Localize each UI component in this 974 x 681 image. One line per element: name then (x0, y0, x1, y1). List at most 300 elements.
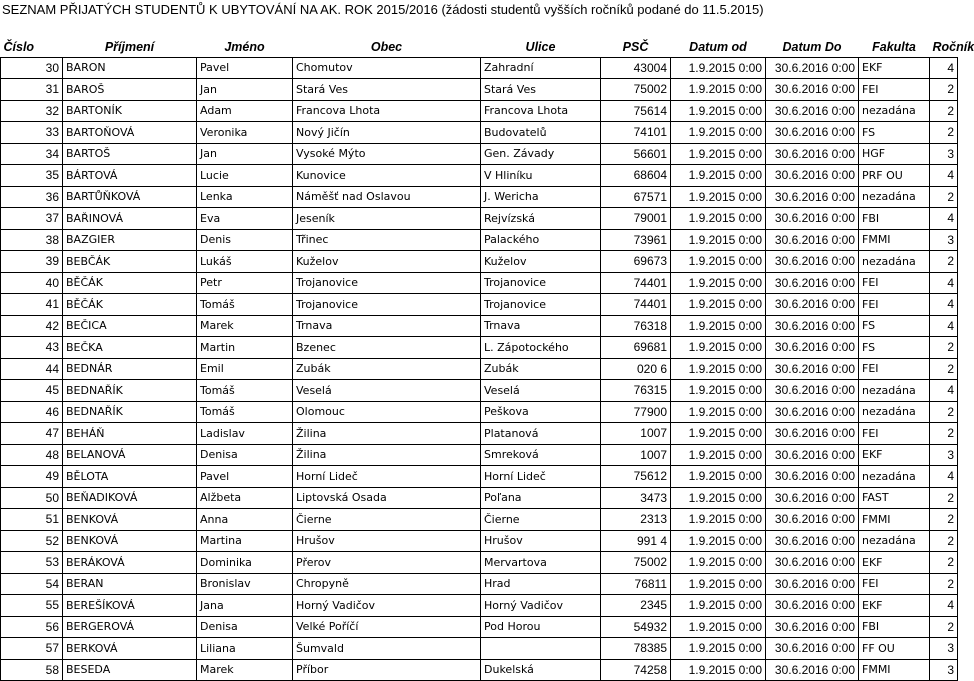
cell-rocnik: 2 (930, 552, 958, 574)
cell-datum-do: 30.6.2016 0:00 (766, 573, 859, 595)
header-row (1, 37, 958, 57)
cell-rocnik: 4 (930, 57, 958, 79)
cell-psc: 74258 (601, 659, 671, 681)
table-row[interactable] (1, 509, 958, 531)
cell-cislo: 54 (1, 573, 63, 595)
cell-jmeno: Jan (197, 143, 293, 165)
cell-jmeno: Tomáš (197, 401, 293, 423)
cell-datum-od: 1.9.2015 0:00 (671, 79, 766, 101)
cell-obec: Zubák (293, 358, 481, 380)
cell-jmeno: Lucie (197, 165, 293, 187)
cell-datum-od: 1.9.2015 0:00 (671, 100, 766, 122)
cell-jmeno: Pavel (197, 57, 293, 79)
table-row[interactable] (1, 143, 958, 165)
cell-ulice: V Hliníku (481, 165, 601, 187)
cell-ulice: Smreková (481, 444, 601, 466)
cell-cislo: 37 (1, 208, 63, 230)
cell-cislo: 53 (1, 552, 63, 574)
cell-rocnik: 3 (930, 638, 958, 660)
column-header-datum-od[interactable]: Datum od (689, 39, 747, 54)
cell-datum-do: 30.6.2016 0:00 (766, 79, 859, 101)
cell-datum-od: 1.9.2015 0:00 (671, 57, 766, 79)
cell-jmeno: Alžbeta (197, 487, 293, 509)
cell-datum-do: 30.6.2016 0:00 (766, 337, 859, 359)
cell-psc: 2313 (601, 509, 671, 531)
table-row[interactable] (1, 358, 958, 380)
table-row[interactable] (1, 315, 958, 337)
cell-ulice: Hrušov (481, 530, 601, 552)
cell-psc: 991 4 (601, 530, 671, 552)
table-row[interactable] (1, 444, 958, 466)
cell-datum-od: 1.9.2015 0:00 (671, 466, 766, 488)
cell-prijmeni: BELANOVÁ (63, 444, 197, 466)
cell-prijmeni: BEDNÁR (63, 358, 197, 380)
cell-datum-do: 30.6.2016 0:00 (766, 229, 859, 251)
cell-jmeno: Anna (197, 509, 293, 531)
cell-datum-do: 30.6.2016 0:00 (766, 380, 859, 402)
cell-jmeno: Pavel (197, 466, 293, 488)
cell-ulice: Poľana (481, 487, 601, 509)
cell-datum-od: 1.9.2015 0:00 (671, 186, 766, 208)
cell-prijmeni: BAROŠ (63, 79, 197, 101)
cell-rocnik: 2 (930, 251, 958, 273)
cell-datum-od: 1.9.2015 0:00 (671, 380, 766, 402)
cell-psc: 74401 (601, 272, 671, 294)
cell-obec: Trojanovice (293, 294, 481, 316)
cell-ulice: Trojanovice (481, 272, 601, 294)
cell-jmeno: Ladislav (197, 423, 293, 445)
cell-obec: Chomutov (293, 57, 481, 79)
cell-obec: Hrušov (293, 530, 481, 552)
cell-psc: 69681 (601, 337, 671, 359)
table-row[interactable] (1, 487, 958, 509)
cell-datum-od: 1.9.2015 0:00 (671, 272, 766, 294)
cell-jmeno: Emil (197, 358, 293, 380)
cell-rocnik: 2 (930, 616, 958, 638)
cell-rocnik: 2 (930, 79, 958, 101)
cell-cislo: 55 (1, 595, 63, 617)
cell-psc: 020 6 (601, 358, 671, 380)
cell-fakulta: FMMI (859, 229, 930, 251)
cell-cislo: 49 (1, 466, 63, 488)
cell-ulice: Kuželov (481, 251, 601, 273)
cell-obec: Žilina (293, 444, 481, 466)
cell-cislo: 58 (1, 659, 63, 681)
cell-psc: 1007 (601, 423, 671, 445)
cell-datum-od: 1.9.2015 0:00 (671, 530, 766, 552)
cell-prijmeni: BEDNAŘÍK (63, 380, 197, 402)
cell-obec: Velké Poříčí (293, 616, 481, 638)
cell-fakulta: FBI (859, 616, 930, 638)
cell-datum-od: 1.9.2015 0:00 (671, 552, 766, 574)
cell-prijmeni: BEBČÁK (63, 251, 197, 273)
cell-datum-od: 1.9.2015 0:00 (671, 165, 766, 187)
cell-rocnik: 4 (930, 595, 958, 617)
cell-datum-do: 30.6.2016 0:00 (766, 423, 859, 445)
cell-obec: Žilina (293, 423, 481, 445)
cell-fakulta: FEI (859, 423, 930, 445)
cell-ulice: Rejvízská (481, 208, 601, 230)
cell-psc: 76318 (601, 315, 671, 337)
cell-obec: Kuželov (293, 251, 481, 273)
cell-prijmeni: BENKOVÁ (63, 509, 197, 531)
cell-prijmeni: BÁRTOVÁ (63, 165, 197, 187)
cell-jmeno: Veronika (197, 122, 293, 144)
cell-obec: Olomouc (293, 401, 481, 423)
cell-cislo: 51 (1, 509, 63, 531)
cell-datum-od: 1.9.2015 0:00 (671, 401, 766, 423)
cell-cislo: 30 (1, 57, 63, 79)
cell-fakulta: EKF (859, 444, 930, 466)
cell-fakulta: nezadána (859, 251, 930, 273)
cell-cislo: 34 (1, 143, 63, 165)
cell-ulice: Dukelská (481, 659, 601, 681)
cell-ulice: Palackého (481, 229, 601, 251)
table-row[interactable] (1, 616, 958, 638)
table-row[interactable] (1, 57, 958, 79)
cell-ulice: Pod Horou (481, 616, 601, 638)
table-row[interactable] (1, 380, 958, 402)
cell-obec: Příbor (293, 659, 481, 681)
cell-cislo: 31 (1, 79, 63, 101)
cell-datum-do: 30.6.2016 0:00 (766, 638, 859, 660)
cell-jmeno: Tomáš (197, 294, 293, 316)
cell-cislo: 57 (1, 638, 63, 660)
cell-fakulta: EKF (859, 595, 930, 617)
cell-datum-od: 1.9.2015 0:00 (671, 444, 766, 466)
cell-cislo: 33 (1, 122, 63, 144)
cell-datum-do: 30.6.2016 0:00 (766, 165, 859, 187)
cell-datum-od: 1.9.2015 0:00 (671, 595, 766, 617)
cell-obec: Trojanovice (293, 272, 481, 294)
table-row[interactable] (1, 79, 958, 101)
cell-jmeno: Denis (197, 229, 293, 251)
cell-datum-do: 30.6.2016 0:00 (766, 552, 859, 574)
cell-cislo: 50 (1, 487, 63, 509)
cell-jmeno: Martina (197, 530, 293, 552)
cell-prijmeni: BERAN (63, 573, 197, 595)
table-row[interactable] (1, 251, 958, 273)
cell-ulice: Hrad (481, 573, 601, 595)
column-header-rocnik[interactable]: Ročník (932, 39, 974, 54)
cell-prijmeni: BEDNAŘÍK (63, 401, 197, 423)
cell-fakulta: PRF OU (859, 165, 930, 187)
table-row[interactable] (1, 552, 958, 574)
cell-fakulta: nezadána (859, 186, 930, 208)
cell-psc: 73961 (601, 229, 671, 251)
cell-obec: Horný Vadičov (293, 595, 481, 617)
cell-rocnik: 3 (930, 659, 958, 681)
cell-datum-do: 30.6.2016 0:00 (766, 659, 859, 681)
table-row[interactable] (1, 165, 958, 187)
cell-datum-od: 1.9.2015 0:00 (671, 423, 766, 445)
cell-psc: 2345 (601, 595, 671, 617)
cell-fakulta: EKF (859, 57, 930, 79)
cell-jmeno: Marek (197, 659, 293, 681)
cell-cislo: 35 (1, 165, 63, 187)
column-header-fakulta[interactable]: Fakulta (872, 39, 916, 54)
cell-jmeno: Eva (197, 208, 293, 230)
cell-jmeno: Lenka (197, 186, 293, 208)
cell-datum-do: 30.6.2016 0:00 (766, 100, 859, 122)
cell-fakulta: nezadána (859, 380, 930, 402)
cell-prijmeni: BĚLOTA (63, 466, 197, 488)
cell-datum-do: 30.6.2016 0:00 (766, 315, 859, 337)
cell-rocnik: 2 (930, 423, 958, 445)
table-row[interactable] (1, 638, 958, 660)
cell-rocnik: 2 (930, 100, 958, 122)
cell-fakulta: FS (859, 315, 930, 337)
cell-psc: 67571 (601, 186, 671, 208)
cell-obec: Veselá (293, 380, 481, 402)
cell-datum-od: 1.9.2015 0:00 (671, 616, 766, 638)
cell-rocnik: 2 (930, 573, 958, 595)
cell-fakulta: FEI (859, 79, 930, 101)
cell-rocnik: 2 (930, 337, 958, 359)
cell-psc: 43004 (601, 57, 671, 79)
cell-rocnik: 3 (930, 229, 958, 251)
cell-rocnik: 4 (930, 165, 958, 187)
table-row[interactable] (1, 423, 958, 445)
cell-fakulta: FS (859, 337, 930, 359)
cell-prijmeni: BARTŮŇKOVÁ (63, 186, 197, 208)
cell-jmeno: Petr (197, 272, 293, 294)
cell-ulice: Trojanovice (481, 294, 601, 316)
cell-datum-do: 30.6.2016 0:00 (766, 487, 859, 509)
cell-obec: Šumvald (293, 638, 481, 660)
table-row[interactable] (1, 530, 958, 552)
cell-rocnik: 4 (930, 294, 958, 316)
cell-ulice: Horní Lideč (481, 466, 601, 488)
cell-datum-od: 1.9.2015 0:00 (671, 659, 766, 681)
cell-fakulta: EKF (859, 552, 930, 574)
table-row[interactable] (1, 659, 958, 681)
cell-datum-do: 30.6.2016 0:00 (766, 294, 859, 316)
cell-cislo: 42 (1, 315, 63, 337)
cell-datum-od: 1.9.2015 0:00 (671, 229, 766, 251)
cell-fakulta: FAST (859, 487, 930, 509)
cell-ulice: J. Wericha (481, 186, 601, 208)
cell-prijmeni: BEČKA (63, 337, 197, 359)
cell-obec: Francova Lhota (293, 100, 481, 122)
cell-prijmeni: BERKOVÁ (63, 638, 197, 660)
cell-obec: Trnava (293, 315, 481, 337)
column-header-obec[interactable]: Obec (370, 39, 403, 54)
cell-rocnik: 2 (930, 530, 958, 552)
cell-ulice (481, 638, 601, 660)
cell-fakulta: nezadána (859, 100, 930, 122)
cell-cislo: 52 (1, 530, 63, 552)
cell-obec: Liptovská Osada (293, 487, 481, 509)
cell-datum-od: 1.9.2015 0:00 (671, 143, 766, 165)
cell-ulice: Zubák (481, 358, 601, 380)
cell-datum-do: 30.6.2016 0:00 (766, 401, 859, 423)
cell-ulice: Čierne (481, 509, 601, 531)
cell-ulice: Zahradní (481, 57, 601, 79)
cell-psc: 75002 (601, 552, 671, 574)
cell-ulice: Stará Ves (481, 79, 601, 101)
cell-psc: 78385 (601, 638, 671, 660)
column-header-psc[interactable]: PSČ (622, 39, 649, 54)
cell-psc: 74401 (601, 294, 671, 316)
table-row[interactable] (1, 229, 958, 251)
cell-jmeno: Jana (197, 595, 293, 617)
cell-rocnik: 2 (930, 487, 958, 509)
cell-rocnik: 4 (930, 272, 958, 294)
cell-psc: 79001 (601, 208, 671, 230)
cell-fakulta: nezadána (859, 530, 930, 552)
cell-datum-do: 30.6.2016 0:00 (766, 595, 859, 617)
cell-datum-od: 1.9.2015 0:00 (671, 294, 766, 316)
cell-rocnik: 2 (930, 122, 958, 144)
cell-psc: 68604 (601, 165, 671, 187)
table-row[interactable] (1, 337, 958, 359)
page-title: SEZNAM PŘIJATÝCH STUDENTŮ K UBYTOVÁNÍ NA AK. ROK 2015/2016 (žádosti studentů vyšších ročníků podané do 11.5.2015) (2, 2, 764, 17)
cell-datum-do: 30.6.2016 0:00 (766, 509, 859, 531)
cell-datum-od: 1.9.2015 0:00 (671, 208, 766, 230)
cell-obec: Bzenec (293, 337, 481, 359)
cell-prijmeni: BAŘINOVÁ (63, 208, 197, 230)
cell-prijmeni: BERGEROVÁ (63, 616, 197, 638)
cell-jmeno: Adam (197, 100, 293, 122)
cell-obec: Jeseník (293, 208, 481, 230)
cell-datum-do: 30.6.2016 0:00 (766, 251, 859, 273)
cell-prijmeni: BARON (63, 57, 197, 79)
cell-prijmeni: BĚČÁK (63, 272, 197, 294)
cell-cislo: 45 (1, 380, 63, 402)
cell-datum-od: 1.9.2015 0:00 (671, 315, 766, 337)
cell-obec: Vysoké Mýto (293, 143, 481, 165)
cell-datum-od: 1.9.2015 0:00 (671, 358, 766, 380)
cell-cislo: 36 (1, 186, 63, 208)
cell-obec: Kunovice (293, 165, 481, 187)
column-header-jmeno[interactable]: Jméno (224, 39, 265, 54)
cell-ulice: Peškova (481, 401, 601, 423)
cell-ulice: Budovatelů (481, 122, 601, 144)
cell-jmeno: Liliana (197, 638, 293, 660)
cell-cislo: 43 (1, 337, 63, 359)
cell-psc: 69673 (601, 251, 671, 273)
cell-prijmeni: BENKOVÁ (63, 530, 197, 552)
cell-datum-do: 30.6.2016 0:00 (766, 444, 859, 466)
cell-prijmeni: BAZGIER (63, 229, 197, 251)
cell-datum-od: 1.9.2015 0:00 (671, 122, 766, 144)
table-row[interactable] (1, 272, 958, 294)
cell-obec: Chropyně (293, 573, 481, 595)
cell-datum-od: 1.9.2015 0:00 (671, 509, 766, 531)
cell-datum-od: 1.9.2015 0:00 (671, 487, 766, 509)
title-spacer (0, 20, 960, 37)
cell-datum-do: 30.6.2016 0:00 (766, 57, 859, 79)
cell-psc: 75612 (601, 466, 671, 488)
cell-rocnik: 4 (930, 315, 958, 337)
table-row[interactable] (1, 595, 958, 617)
column-header-ulice[interactable]: Ulice (525, 39, 556, 54)
table-row[interactable] (1, 122, 958, 144)
cell-jmeno: Lukáš (197, 251, 293, 273)
cell-fakulta: FF OU (859, 638, 930, 660)
cell-rocnik: 4 (930, 380, 958, 402)
cell-jmeno: Denisa (197, 444, 293, 466)
cell-cislo: 41 (1, 294, 63, 316)
table-row[interactable] (1, 186, 958, 208)
cell-ulice: Gen. Závady (481, 143, 601, 165)
cell-datum-od: 1.9.2015 0:00 (671, 251, 766, 273)
cell-fakulta: FEI (859, 294, 930, 316)
cell-fakulta: nezadána (859, 401, 930, 423)
cell-jmeno: Marek (197, 315, 293, 337)
cell-jmeno: Jan (197, 79, 293, 101)
cell-rocnik: 2 (930, 186, 958, 208)
cell-datum-od: 1.9.2015 0:00 (671, 337, 766, 359)
cell-prijmeni: BARTOŠ (63, 143, 197, 165)
cell-prijmeni: BEREŠÍKOVÁ (63, 595, 197, 617)
table-row[interactable] (1, 401, 958, 423)
cell-fakulta: FBI (859, 208, 930, 230)
cell-datum-do: 30.6.2016 0:00 (766, 272, 859, 294)
students-table (0, 37, 974, 681)
cell-cislo: 47 (1, 423, 63, 445)
cell-psc: 3473 (601, 487, 671, 509)
cell-psc: 74101 (601, 122, 671, 144)
table-row[interactable] (1, 208, 958, 230)
cell-psc: 1007 (601, 444, 671, 466)
table-row[interactable] (1, 573, 958, 595)
cell-obec: Třinec (293, 229, 481, 251)
cell-prijmeni: BEŇADIKOVÁ (63, 487, 197, 509)
cell-fakulta: FEI (859, 573, 930, 595)
table-row[interactable] (1, 100, 958, 122)
cell-cislo: 46 (1, 401, 63, 423)
cell-obec: Náměšť nad Oslavou (293, 186, 481, 208)
cell-cislo: 48 (1, 444, 63, 466)
cell-ulice: Veselá (481, 380, 601, 402)
cell-psc: 76811 (601, 573, 671, 595)
cell-datum-od: 1.9.2015 0:00 (671, 638, 766, 660)
cell-datum-od: 1.9.2015 0:00 (671, 573, 766, 595)
cell-prijmeni: BEHÁŇ (63, 423, 197, 445)
table-row[interactable] (1, 466, 958, 488)
cell-cislo: 39 (1, 251, 63, 273)
cell-fakulta: FS (859, 122, 930, 144)
column-header-prijmeni[interactable]: Příjmení (104, 39, 155, 54)
cell-datum-do: 30.6.2016 0:00 (766, 616, 859, 638)
cell-rocnik: 3 (930, 143, 958, 165)
cell-rocnik: 4 (930, 208, 958, 230)
cell-prijmeni: BESEDA (63, 659, 197, 681)
table-row[interactable] (1, 294, 958, 316)
cell-cislo: 40 (1, 272, 63, 294)
cell-obec: Čierne (293, 509, 481, 531)
cell-obec: Stará Ves (293, 79, 481, 101)
cell-obec: Přerov (293, 552, 481, 574)
cell-jmeno: Tomáš (197, 380, 293, 402)
column-header-cislo[interactable]: Číslo (3, 39, 35, 54)
cell-cislo: 32 (1, 100, 63, 122)
cell-jmeno: Denisa (197, 616, 293, 638)
cell-rocnik: 2 (930, 401, 958, 423)
cell-fakulta: FEI (859, 358, 930, 380)
cell-ulice: Platanová (481, 423, 601, 445)
cell-psc: 54932 (601, 616, 671, 638)
column-header-datum-do[interactable]: Datum Do (782, 39, 842, 54)
cell-fakulta: nezadána (859, 466, 930, 488)
cell-prijmeni: BERÁKOVÁ (63, 552, 197, 574)
cell-jmeno: Martin (197, 337, 293, 359)
cell-datum-do: 30.6.2016 0:00 (766, 466, 859, 488)
cell-rocnik: 4 (930, 466, 958, 488)
cell-obec: Horní Lideč (293, 466, 481, 488)
